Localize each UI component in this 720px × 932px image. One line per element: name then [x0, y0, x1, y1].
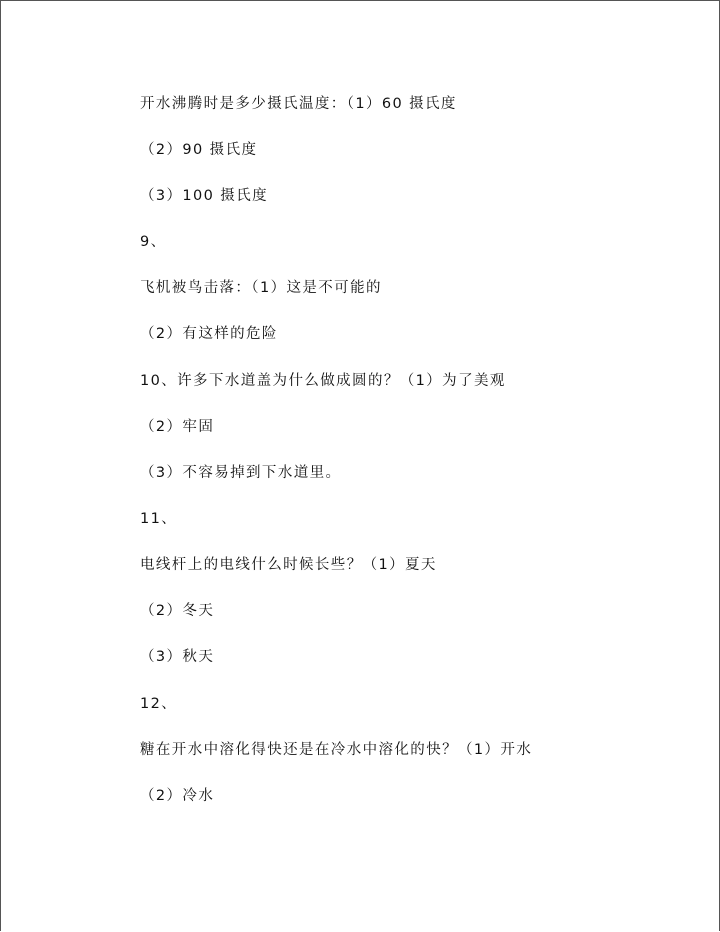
question-9-number: 9、 — [140, 234, 167, 250]
question-11-option-3: （3）秋天 — [140, 649, 215, 665]
question-11-number: 11、 — [140, 511, 178, 527]
question-12-number: 12、 — [140, 696, 178, 712]
question-10-option-2: （2）牢固 — [140, 419, 215, 435]
question-8-text: 开水沸腾时是多少摄氏温度：（1）60 摄氏度 — [140, 96, 457, 112]
question-8-option-3: （3）100 摄氏度 — [140, 188, 269, 204]
question-9-option-2: （2）有这样的危险 — [140, 326, 278, 342]
question-12-text: 糖在开水中溶化得快还是在冷水中溶化的快？（1）开水 — [140, 742, 533, 758]
question-11-text: 电线杆上的电线什么时候长些？（1）夏天 — [140, 557, 437, 573]
question-8-option-2: （2）90 摄氏度 — [140, 142, 258, 158]
question-12-option-2: （2）冷水 — [140, 788, 215, 804]
question-10-option-3: （3）不容易掉到下水道里。 — [140, 465, 342, 481]
question-9-text: 飞机被鸟击落：（1）这是不可能的 — [140, 280, 382, 296]
question-10-text: 10、许多下水道盖为什么做成圆的？（1）为了美观 — [140, 373, 506, 389]
question-11-option-2: （2）冬天 — [140, 603, 215, 619]
